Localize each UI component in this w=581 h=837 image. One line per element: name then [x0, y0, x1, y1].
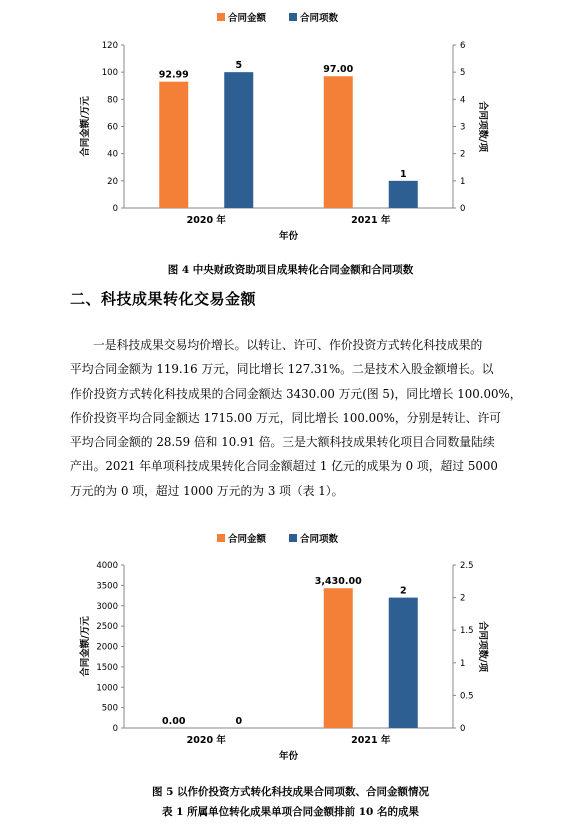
- y2-tick-label: 0: [460, 204, 466, 214]
- y-tick-label: 0: [112, 724, 118, 734]
- y-tick-label: 100: [101, 68, 118, 79]
- y-tick-label: 0: [112, 204, 118, 214]
- figure-4-caption: 图 4 中央财政资助项目成果转化合同金额和合同项数: [167, 264, 414, 276]
- y-axis-title: 合同金额/万元: [80, 616, 91, 677]
- y-tick-label: 2000: [96, 642, 118, 653]
- data-label: 5: [235, 60, 243, 72]
- x-axis-title: 年份: [278, 751, 299, 762]
- y-tick-label: 1000: [96, 683, 118, 694]
- legend-swatch: [289, 534, 297, 542]
- y2-axis-title: 合同项数/项: [477, 101, 488, 152]
- y-tick-label: 20: [107, 176, 118, 187]
- legend-swatch: [289, 13, 297, 21]
- data-label: 1: [399, 168, 407, 180]
- bar: [324, 588, 353, 728]
- x-tick-label: 2021 年: [351, 735, 391, 746]
- y-tick-label: 60: [107, 122, 118, 133]
- legend-label: 合同项数: [300, 534, 339, 545]
- data-label: 0: [235, 716, 243, 727]
- section-heading: 二、科技成果转化交易金额: [70, 290, 257, 308]
- figure-4-chart: [0, 0, 581, 250]
- y-tick-label: 1500: [96, 662, 118, 673]
- x-axis-title: 年份: [278, 231, 299, 242]
- y2-tick-label: 4: [460, 95, 466, 106]
- table-1-caption: 表 1 所属单位转化成果单项合同金额排前 10 名的成果: [161, 806, 420, 818]
- data-label: 3,430.00: [314, 576, 362, 588]
- data-label: 0.00: [162, 716, 186, 727]
- y-tick-label: 2500: [96, 622, 118, 633]
- legend-label: 合同金额: [228, 534, 267, 545]
- y2-tick-label: 2: [460, 149, 466, 160]
- bar: [389, 181, 418, 208]
- y-tick-label: 3000: [96, 601, 118, 612]
- legend-label: 合同项数: [300, 13, 339, 24]
- y2-tick-label: 0.5: [460, 691, 474, 702]
- legend-swatch: [217, 13, 225, 21]
- y2-tick-label: 6: [460, 41, 466, 51]
- y2-tick-label: 0: [460, 724, 466, 734]
- bar: [389, 598, 418, 728]
- figure-5-chart: [0, 528, 581, 773]
- bar: [324, 76, 353, 208]
- paragraph-line: 作价投资方式转化科技成果的合同金额达 3430.00 万元(图 5)，同比增长 100.00%，: [70, 386, 522, 401]
- x-tick-label: 2021 年: [351, 215, 391, 226]
- paragraph-line: 平均合同金额的 28.59 倍和 10.91 倍。三是大额科技成果转化项目合同数量陆续: [70, 435, 495, 450]
- paragraph-line: 万元的为 0 项，超过 1000 万元的为 3 项（表 1）。: [70, 483, 344, 498]
- y2-tick-label: 3: [460, 122, 466, 133]
- x-tick-label: 2020 年: [186, 215, 226, 226]
- y-tick-label: 3500: [96, 581, 118, 592]
- y2-tick-label: 2.5: [460, 561, 474, 571]
- paragraph-line: 作价投资平均合同金额达 1715.00 万元，同比增长 100.00%，分别是转让、许可: [70, 410, 502, 425]
- y-tick-label: 4000: [96, 561, 118, 571]
- y2-tick-label: 2: [460, 593, 466, 604]
- figure-5-caption: 图 5 以作价投资方式转化科技成果合同项数、合同金额情况: [151, 786, 430, 798]
- legend-label: 合同金额: [228, 13, 267, 24]
- paragraph-line: 一是科技成果交易均价增长。以转让、许可、作价投资方式转化科技成果的: [93, 338, 483, 352]
- y2-tick-label: 1: [460, 658, 466, 669]
- y-tick-label: 500: [101, 703, 118, 714]
- data-label: 97.00: [323, 64, 354, 76]
- chart-svg: [0, 0, 581, 250]
- data-label: 2: [399, 585, 407, 597]
- paragraph-line: 产出。2021 年单项科技成果转化合同金额超过 1 亿元的成果为 0 项，超过 5000: [70, 459, 498, 474]
- y2-tick-label: 5: [460, 68, 466, 79]
- paragraph-line: 平均合同金额为 119.16 万元，同比增长 127.31%。二是技术入股金额增长。以: [70, 362, 494, 377]
- bar: [159, 82, 188, 208]
- chart-svg: [0, 528, 581, 773]
- y-tick-label: 40: [107, 149, 118, 160]
- y-axis-title: 合同金额/万元: [80, 96, 91, 157]
- y2-tick-label: 1: [460, 176, 466, 187]
- y-tick-label: 120: [101, 41, 118, 51]
- legend-swatch: [217, 534, 225, 542]
- data-label: 92.99: [158, 69, 189, 81]
- y-tick-label: 80: [107, 95, 118, 106]
- body-paragraph: [70, 333, 522, 503]
- y2-axis-title: 合同项数/项: [477, 621, 488, 672]
- x-tick-label: 2020 年: [186, 735, 226, 746]
- bar: [224, 72, 253, 208]
- y2-tick-label: 1.5: [460, 626, 474, 637]
